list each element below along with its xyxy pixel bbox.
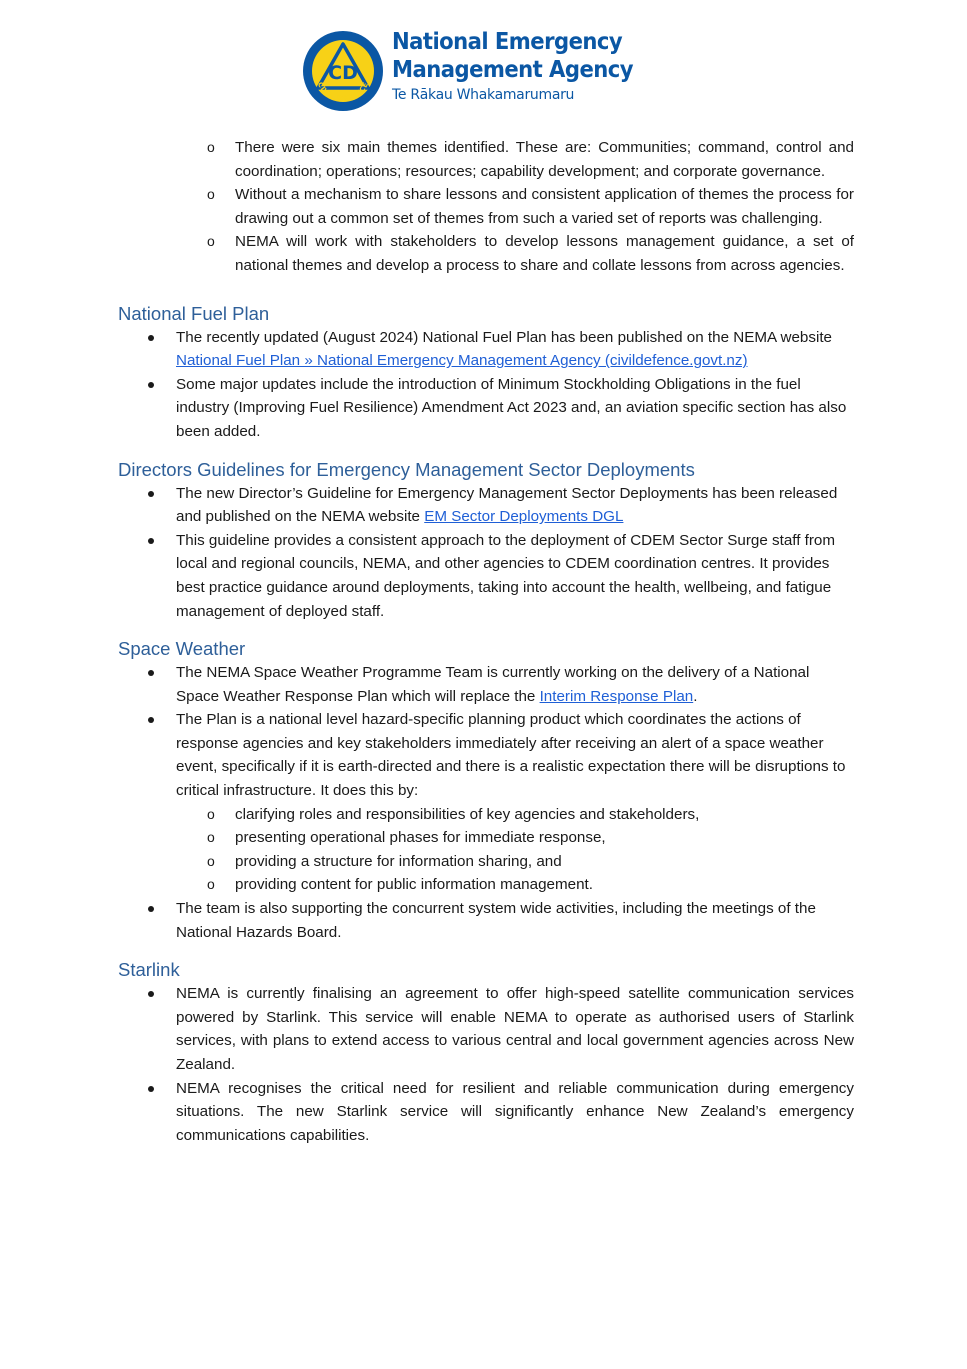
document-body [118, 136, 854, 1147]
bullet-text: The Plan is a national level hazard-specific planning product which coordinates the actions of response agencies and key stakeholders immediately after receiving an alert of a space weather event, specifically if it is earth-directed and there is a realistic expectation there will be disruptions to critical infrastructure. It does this by: [176, 711, 846, 800]
civil-defence-seal-icon [302, 30, 384, 112]
list-item: This guideline provides a consistent approach to the deployment of CDEM Sector Surge staff from local and regional councils, NEMA, and other agencies to CDEM coordination centres. It provides best practice guidance around deployments, taking into account the health, wellbeing, and fatigue management of deployed staff. [176, 529, 854, 623]
fuel-plan-bullets [118, 326, 854, 444]
list-item: o providing a structure for information sharing, and [235, 850, 854, 874]
list-item: NEMA is currently finalising an agreement to offer high-speed satellite communication services powered by Starlink. This service will enable NEMA to operate as authorised users of Starlink services, with plans to extend access to various central and local government agencies across New Zealand. [176, 982, 854, 1076]
seal-ring-text: CIVIL DEFENCE [315, 80, 371, 104]
bullet-text-end: . [693, 687, 698, 705]
heading-national-fuel-plan: National Fuel Plan [118, 302, 270, 324]
seal-letters: CD [328, 62, 358, 84]
lessons-subitems [118, 136, 854, 278]
list-item: o There were six main themes identified. These are: Communities; command, control and coordination; operations; resources; capability development; and corporate governance. [235, 136, 854, 183]
em-sector-deployments-link[interactable]: EM Sector Deployments DGL [424, 508, 624, 526]
list-item [176, 326, 854, 373]
interim-response-plan-link[interactable]: Interim Response Plan [539, 687, 694, 705]
list-item [176, 482, 854, 529]
national-fuel-plan-link[interactable]: National Fuel Plan » National Emergency Management Agency (civildefence.govt.nz) [176, 352, 748, 370]
space-weather-bullets [118, 661, 854, 944]
heading-starlink: Starlink [118, 959, 180, 981]
space-weather-subitems [176, 803, 854, 897]
list-item: o presenting operational phases for immediate response, [235, 826, 854, 850]
bullet-text: The recently updated (August 2024) National Fuel Plan has been published on the NEMA website [176, 328, 833, 346]
agency-name-line1: National Emergency [392, 29, 623, 55]
list-item: o providing content for public information management. [235, 873, 854, 897]
starlink-bullets [118, 982, 854, 1147]
list-item: NEMA recognises the critical need for resilient and reliable communication during emergency situations. The new Starlink service will significantly enhance New Zealand’s emergency communications capabilities. [176, 1077, 854, 1148]
agency-name-line2: Management Agency [392, 57, 634, 83]
list-item: The team is also supporting the concurrent system wide activities, including the meetings of the National Hazards Board. [176, 897, 854, 944]
agency-maori-name: Te Rākau Whakamarumaru [392, 87, 575, 103]
list-item: o NEMA will work with stakeholders to develop lessons management guidance, a set of national themes and develop a process to share and collate lessons from across agencies. [235, 230, 854, 277]
directors-guidelines-bullets [118, 482, 854, 624]
heading-directors-guidelines: Directors Guidelines for Emergency Management Sector Deployments [118, 458, 695, 480]
list-item: o Without a mechanism to share lessons and consistent application of themes the process for drawing out a common set of themes from such a varied set of reports was challenging. [235, 183, 854, 230]
list-item [176, 661, 854, 708]
bullet-text: The new Director’s Guideline for Emergency Management Sector Deployments has been released and published on the NEMA website [176, 484, 838, 526]
bullet-text: The NEMA Space Weather Programme Team is currently working on the delivery of a National Space Weather Response Plan which will replace the [176, 664, 810, 705]
nema-logo [298, 22, 638, 118]
list-item [176, 708, 854, 897]
list-item: Some major updates include the introduction of Minimum Stockholding Obligations in the fuel industry (Improving Fuel Resilience) Amendment Act 2023 and, an aviation specific section has also been added. [176, 373, 854, 444]
agency-name [392, 28, 654, 104]
heading-space-weather: Space Weather [118, 638, 246, 660]
list-item: o clarifying roles and responsibilities of key agencies and stakeholders, [235, 803, 854, 827]
